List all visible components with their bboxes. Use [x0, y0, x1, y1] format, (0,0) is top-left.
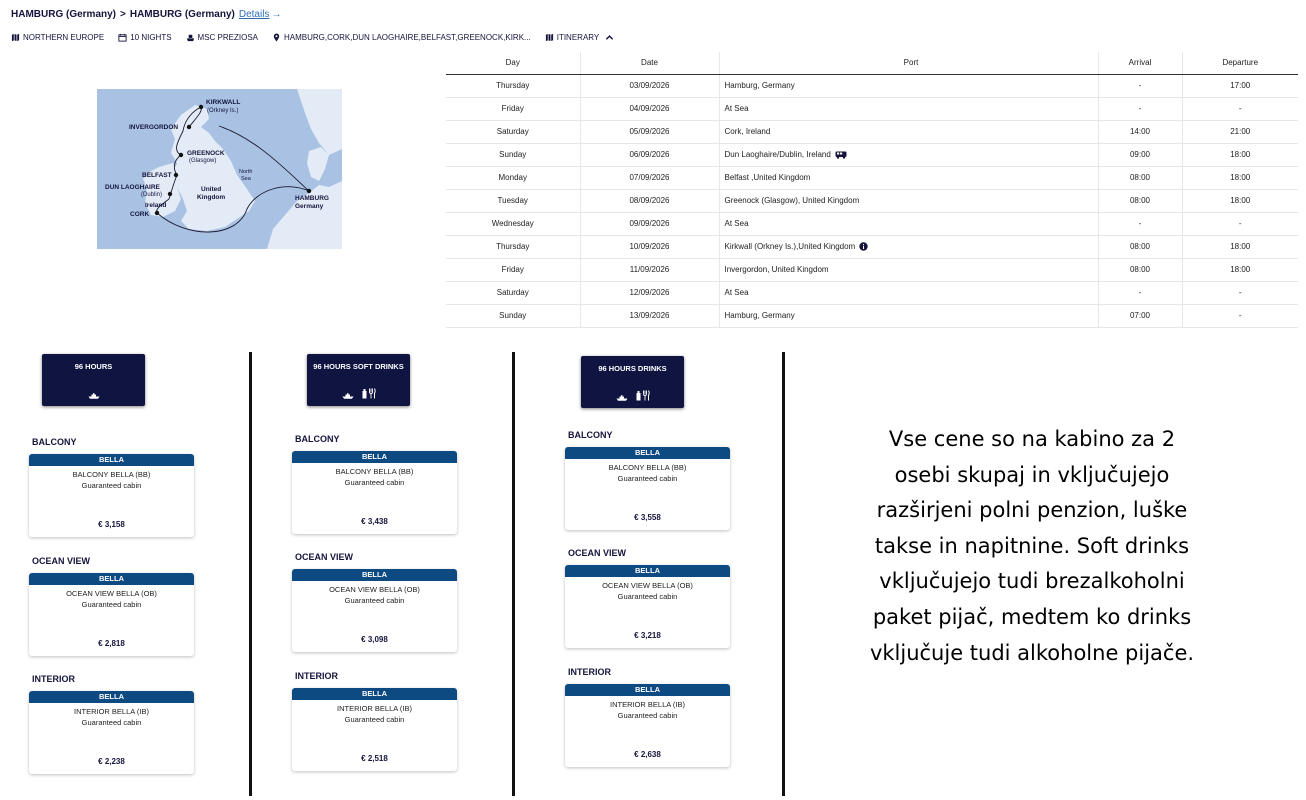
map-label-ireland: Ireland — [145, 202, 167, 209]
ship-icon — [186, 33, 195, 42]
cabin-card-header: BELLA — [292, 688, 457, 700]
meta-ship-label: MSC PREZIOSA — [197, 32, 258, 42]
itinerary-arrival: 08:00 — [1098, 189, 1182, 212]
pricing-note-line: Vse cene so na kabino za 2 — [888, 427, 1176, 451]
cabin-note: Guaranteed cabin — [617, 592, 678, 601]
cabin-category-title: INTERIOR — [295, 671, 339, 681]
cabin-name: BALCONY BELLA (BB) — [72, 470, 151, 479]
itinerary-arrival: 07:00 — [1098, 304, 1182, 327]
itinerary-port — [719, 304, 1098, 327]
cabin-category-title: INTERIOR — [568, 667, 612, 677]
port-dot-greenock — [179, 153, 183, 157]
itinerary-day: Friday — [446, 258, 580, 281]
port-dot-belfast — [174, 173, 178, 177]
itinerary-date: 06/09/2026 — [580, 143, 719, 166]
cabin-name: INTERIOR BELLA (IB) — [336, 704, 413, 713]
column-divider — [512, 352, 515, 796]
itinerary-day: Saturday — [446, 120, 580, 143]
itinerary-date: 03/09/2026 — [580, 74, 719, 97]
itinerary-header-row — [446, 52, 1298, 74]
itinerary-arrival: 08:00 — [1098, 258, 1182, 281]
details-arrow-icon[interactable]: → — [271, 9, 282, 20]
port-dot-cork — [155, 211, 159, 215]
ship-icon — [342, 393, 354, 399]
itinerary-departure: - — [1182, 281, 1298, 304]
itinerary-departure: 18:00 — [1182, 258, 1298, 281]
itinerary-port-name: Cork, Ireland — [724, 127, 771, 136]
port-dot-kirkwall — [199, 105, 203, 109]
cabin-name: INTERIOR BELLA (IB) — [73, 707, 150, 716]
cabin-price: € 2,518 — [361, 754, 388, 763]
itinerary-departure: - — [1182, 212, 1298, 235]
itinerary-day: Friday — [446, 97, 580, 120]
itinerary-departure: 18:00 — [1182, 166, 1298, 189]
cabin-price: € 3,218 — [634, 631, 661, 640]
itinerary-port-name: Greenock (Glasgow), United Kingdom — [724, 196, 860, 205]
info-icon[interactable] — [859, 242, 868, 251]
cabin-card[interactable] — [292, 569, 457, 652]
drinks-dining-icon — [362, 388, 376, 399]
col-arrival: Arrival — [1098, 52, 1182, 74]
map-label-invergordon: INVERGORDON — [129, 124, 179, 131]
map-label-dun-laoghaire-sub: (Dublin) — [141, 192, 163, 198]
cabin-card[interactable] — [565, 565, 730, 648]
cabin-price: € 3,558 — [634, 513, 661, 522]
map-label-cork: CORK — [130, 211, 150, 218]
cabin-name: OCEAN VIEW BELLA (OB) — [329, 585, 420, 594]
port-dot-invergordon — [187, 125, 191, 129]
route-map — [97, 89, 342, 249]
itinerary-port — [719, 120, 1098, 143]
meta-nights — [118, 33, 171, 42]
cabin-name: OCEAN VIEW BELLA (OB) — [602, 581, 693, 590]
map-label-dun-laoghaire: DUN LAOGHAIRE — [105, 184, 160, 191]
map-label-uk-line2: Kingdom — [197, 194, 226, 201]
cabin-name: BALCONY BELLA (BB) — [608, 463, 687, 472]
cabin-price: € 3,098 — [361, 635, 388, 644]
itinerary-day: Thursday — [446, 235, 580, 258]
itinerary-day: Monday — [446, 166, 580, 189]
itinerary-arrival: 09:00 — [1098, 143, 1182, 166]
bus-icon[interactable] — [835, 151, 847, 159]
pricing-note-line: vključujejo tudi brezalkoholni — [879, 569, 1185, 594]
itinerary-port — [719, 235, 1098, 258]
meta-nights-label: 10 NIGHTS — [130, 32, 172, 42]
cabin-card[interactable] — [565, 447, 730, 530]
pricing-note-line: razširjeni polni penzion, luške — [876, 498, 1188, 523]
map-label-germany: Germany — [295, 203, 324, 210]
breadcrumb — [11, 9, 281, 20]
itinerary-port-name: Hamburg, Germany — [724, 311, 795, 320]
itinerary-port-name: Hamburg, Germany — [724, 81, 795, 90]
itinerary-row — [446, 304, 1298, 327]
map-label-north-sea-line2: Sea — [241, 176, 251, 182]
cabin-price: € 2,638 — [634, 750, 661, 759]
map-label-greenock-sub: (Glasgow) — [189, 158, 217, 164]
itinerary-day: Saturday — [446, 281, 580, 304]
itinerary-row — [446, 97, 1298, 120]
itinerary-port — [719, 189, 1098, 212]
cabin-card[interactable] — [29, 691, 194, 774]
map-label-kirkwall-sub: (Orkney Is.) — [207, 108, 239, 114]
cabin-price: € 3,158 — [98, 520, 125, 529]
map-icon — [11, 33, 20, 42]
itinerary-toggle-label[interactable]: ITINERARY — [556, 32, 600, 42]
breadcrumb-origin: HAMBURG (Germany) — [11, 9, 117, 20]
cabin-card[interactable] — [565, 684, 730, 767]
itinerary-date: 07/09/2026 — [580, 166, 719, 189]
col-port: Port — [719, 52, 1098, 74]
itinerary-row — [446, 143, 1298, 166]
breadcrumb-separator: > — [120, 9, 126, 20]
itinerary-day: Tuesday — [446, 189, 580, 212]
itinerary-day: Sunday — [446, 143, 580, 166]
cabin-card[interactable] — [29, 454, 194, 537]
meta-ports — [272, 33, 531, 42]
cabin-category-title: BALCONY — [295, 434, 340, 444]
col-departure: Departure — [1182, 52, 1298, 74]
cabin-price: € 3,438 — [361, 517, 388, 526]
itinerary-row — [446, 74, 1298, 97]
itinerary-arrival: - — [1098, 97, 1182, 120]
itinerary-departure: - — [1182, 97, 1298, 120]
package-title: 96 HOURS SOFT DRINKS — [313, 362, 404, 371]
cabin-card-header: BELLA — [29, 691, 194, 703]
meta-ship — [186, 33, 258, 42]
cabin-note: Guaranteed cabin — [81, 718, 142, 727]
itinerary-date: 13/09/2026 — [580, 304, 719, 327]
itinerary-day: Thursday — [446, 74, 580, 97]
itinerary-arrival: 08:00 — [1098, 235, 1182, 258]
map-icon — [545, 33, 554, 42]
itinerary-port — [719, 212, 1098, 235]
package-title: 96 HOURS DRINKS — [598, 364, 667, 373]
cabin-note: Guaranteed cabin — [617, 474, 678, 483]
itinerary-port-name: Belfast ,United Kingdom — [724, 173, 811, 182]
map-label-belfast: BELFAST — [142, 172, 172, 179]
cabin-note: Guaranteed cabin — [81, 600, 142, 609]
cabin-card-header: BELLA — [565, 565, 730, 577]
ship-icon — [88, 393, 100, 399]
meta-region-label: NORTHERN EUROPE — [23, 32, 105, 42]
cabin-card[interactable] — [292, 688, 457, 771]
itinerary-port — [719, 97, 1098, 120]
pricing-note-line: osebi skupaj in vključujejo — [894, 462, 1170, 487]
map-label-north-sea-line1: North — [239, 169, 253, 175]
itinerary-date: 04/09/2026 — [580, 97, 719, 120]
itinerary-port-name: Kirkwall (Orkney Is.),United Kingdom — [724, 241, 856, 251]
cabin-card-header: BELLA — [29, 454, 194, 466]
chevron-up-icon[interactable] — [605, 33, 614, 42]
meta-region — [11, 33, 104, 42]
cabin-card-header: BELLA — [29, 573, 194, 585]
itinerary-departure: 17:00 — [1182, 74, 1298, 97]
itinerary-port-name: At Sea — [724, 104, 749, 113]
cabin-category-title: OCEAN VIEW — [295, 552, 354, 562]
itinerary-port-name: At Sea — [724, 288, 749, 297]
cabin-name: BALCONY BELLA (BB) — [335, 467, 414, 476]
itinerary-row — [446, 166, 1298, 189]
cabin-note: Guaranteed cabin — [344, 478, 405, 487]
itinerary-row — [446, 212, 1298, 235]
itinerary-arrival: - — [1098, 281, 1182, 304]
itinerary-departure: - — [1182, 304, 1298, 327]
col-date: Date — [580, 52, 719, 74]
cabin-card-header: BELLA — [565, 684, 730, 696]
itinerary-port-name: Invergordon, United Kingdom — [724, 265, 829, 274]
cabin-note: Guaranteed cabin — [344, 715, 405, 724]
column-divider — [249, 352, 252, 796]
itinerary-arrival: 08:00 — [1098, 166, 1182, 189]
itinerary-port — [719, 143, 1098, 166]
package-badge[interactable] — [581, 356, 684, 408]
itinerary-row — [446, 120, 1298, 143]
port-dot-dun-laoghaire — [168, 192, 172, 196]
itinerary-date: 11/09/2026 — [580, 258, 719, 281]
itinerary-arrival: 14:00 — [1098, 120, 1182, 143]
itinerary-day: Sunday — [446, 304, 580, 327]
port-dot-hamburg — [307, 189, 311, 193]
pricing-note-line: vključuje tudi alkoholne pijače. — [869, 640, 1195, 665]
map-label-hamburg: HAMBURG — [295, 195, 329, 202]
pricing-note-line: takse in napitnine. Soft drinks — [874, 533, 1190, 558]
cabin-category-title: INTERIOR — [32, 674, 76, 684]
itinerary-port — [719, 74, 1098, 97]
itinerary-departure: 21:00 — [1182, 120, 1298, 143]
location-pin-icon — [272, 33, 281, 42]
cabin-category-title: OCEAN VIEW — [32, 556, 91, 566]
cabin-category-title: OCEAN VIEW — [568, 548, 627, 558]
itinerary-port-name: At Sea — [724, 219, 749, 228]
cabin-name: INTERIOR BELLA (IB) — [609, 700, 686, 709]
map-label-greenock: GREENOCK — [187, 150, 225, 157]
itinerary-date: 12/09/2026 — [580, 281, 719, 304]
ship-icon — [616, 395, 628, 401]
cruise-meta-bar — [11, 31, 631, 43]
package-title: 96 HOURS — [74, 362, 113, 371]
calendar-icon — [118, 33, 127, 42]
cabin-category-title: BALCONY — [568, 430, 613, 440]
itinerary-table — [446, 52, 1298, 328]
meta-ports-label: HAMBURG,CORK,DUN LAOGHAIRE,BELFAST,GREENOCK,KIRK... — [284, 32, 531, 42]
itinerary-row — [446, 281, 1298, 304]
itinerary-row — [446, 258, 1298, 281]
itinerary-day: Wednesday — [446, 212, 580, 235]
cabin-note: Guaranteed cabin — [81, 481, 142, 490]
cabin-card-header: BELLA — [565, 447, 730, 459]
itinerary-date: 10/09/2026 — [580, 235, 719, 258]
pricing-note-line: paket pijač, medtem ko drinks — [872, 604, 1192, 629]
itinerary-date: 09/09/2026 — [580, 212, 719, 235]
cabin-price: € 2,818 — [98, 639, 125, 648]
map-label-kirkwall: KIRKWALL — [206, 99, 241, 106]
package-badge[interactable] — [42, 354, 145, 406]
cabin-note: Guaranteed cabin — [617, 711, 678, 720]
itinerary-row — [446, 235, 1298, 258]
itinerary-departure: 18:00 — [1182, 143, 1298, 166]
cabin-card-header: BELLA — [292, 569, 457, 581]
itinerary-toggle[interactable] — [545, 33, 618, 42]
itinerary-departure: 18:00 — [1182, 235, 1298, 258]
package-badge[interactable] — [307, 354, 410, 406]
cabin-category-title: BALCONY — [32, 437, 77, 447]
itinerary-date: 08/09/2026 — [580, 189, 719, 212]
itinerary-port-name: Dun Laoghaire/Dublin, Ireland — [724, 150, 831, 159]
itinerary-port — [719, 258, 1098, 281]
cabin-note: Guaranteed cabin — [344, 596, 405, 605]
drinks-dining-icon — [636, 390, 650, 401]
column-divider — [782, 352, 785, 796]
cabin-card[interactable] — [29, 573, 194, 656]
details-link[interactable]: Details — [238, 9, 270, 20]
itinerary-arrival: - — [1098, 74, 1182, 97]
breadcrumb-destination: HAMBURG (Germany) — [129, 9, 235, 20]
cabin-card-header: BELLA — [292, 451, 457, 463]
col-day: Day — [446, 52, 580, 74]
itinerary-row — [446, 189, 1298, 212]
cabin-name: OCEAN VIEW BELLA (OB) — [66, 589, 157, 598]
itinerary-date: 05/09/2026 — [580, 120, 719, 143]
itinerary-port — [719, 281, 1098, 304]
pricing-note — [820, 422, 1244, 671]
itinerary-departure: 18:00 — [1182, 189, 1298, 212]
itinerary-port — [719, 166, 1098, 189]
map-label-uk-line1: United — [201, 186, 222, 193]
cabin-price: € 2,238 — [98, 757, 125, 766]
cabin-card[interactable] — [292, 451, 457, 534]
itinerary-arrival: - — [1098, 212, 1182, 235]
